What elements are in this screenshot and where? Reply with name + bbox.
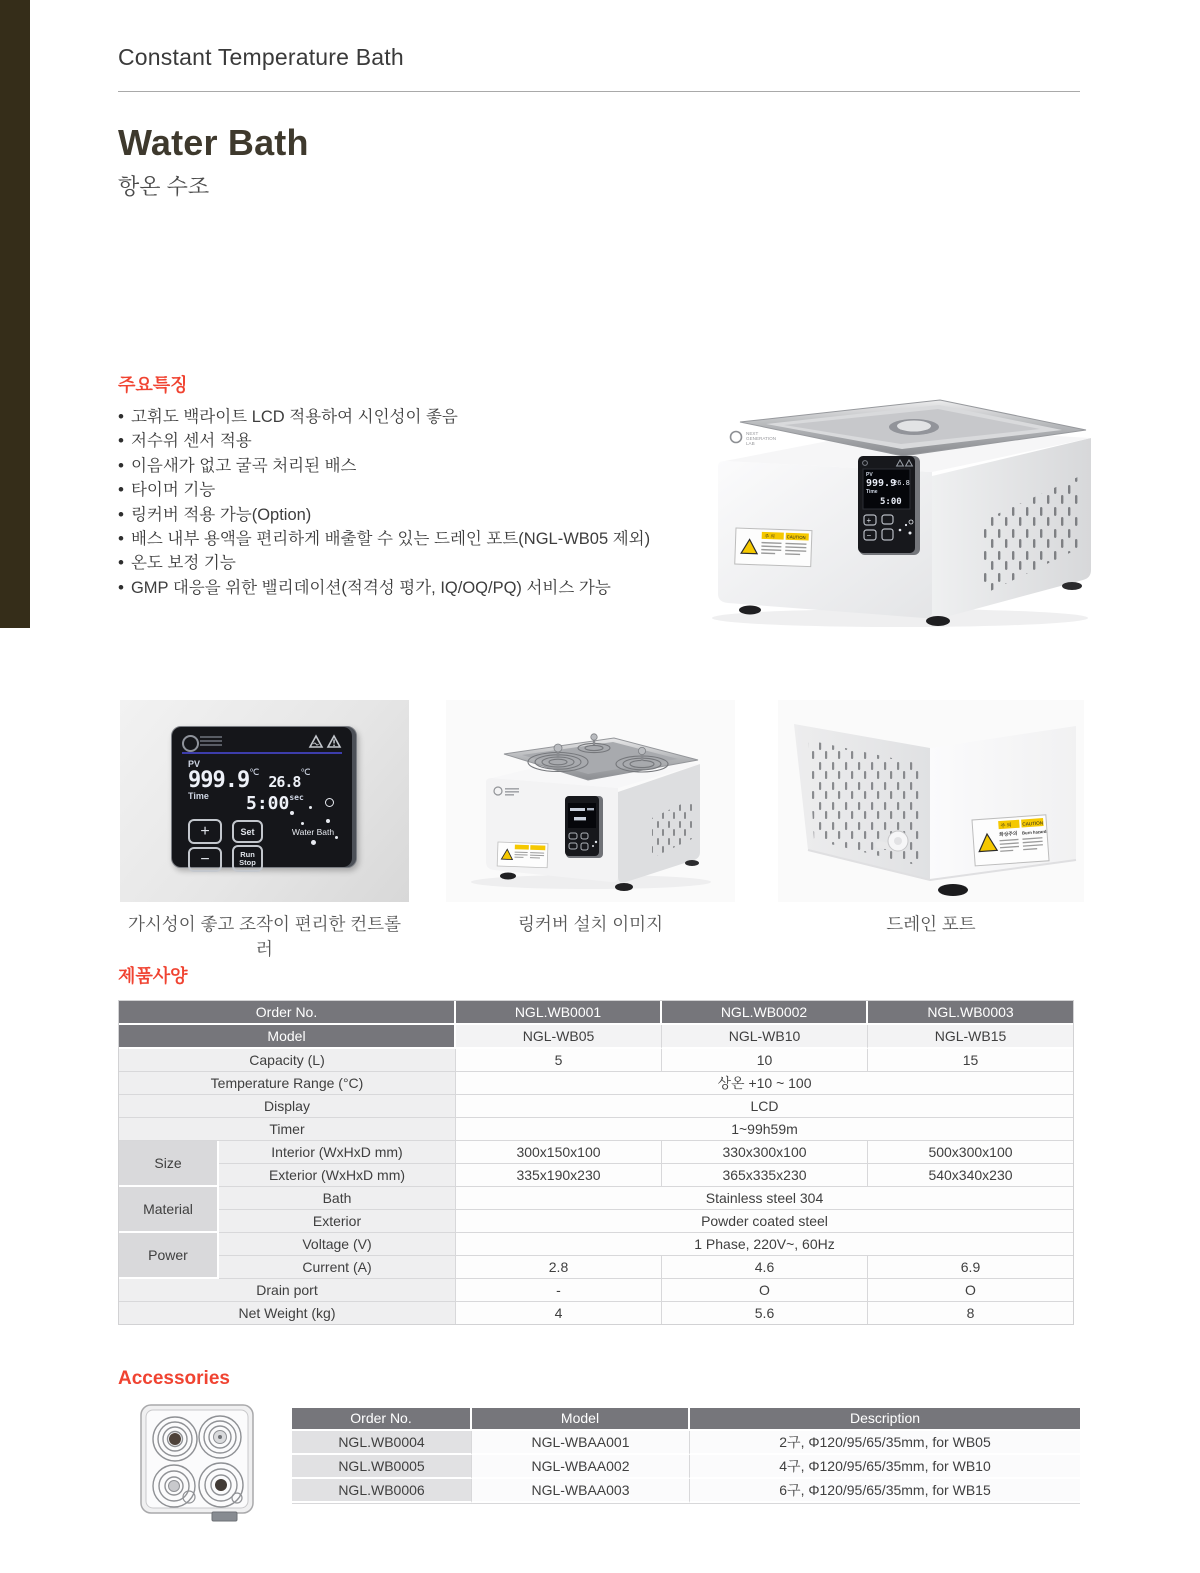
set-button[interactable]: Set: [232, 820, 263, 843]
svg-text:NEXT: NEXT: [746, 431, 759, 436]
accessory-description: 4구, Φ120/95/65/35mm, for WB10: [690, 1455, 1080, 1479]
feature-item: • 이음새가 없고 굴곡 처리된 배스: [118, 454, 678, 478]
svg-text:999.9: 999.9: [866, 478, 897, 489]
spec-value: NGL-WB05: [456, 1025, 662, 1049]
foot: [1062, 582, 1082, 590]
spec-sublabel: Interior (WxHxD mm): [219, 1141, 456, 1164]
accessory-row: [292, 1455, 1080, 1479]
feature-item: • 타이머 기능: [118, 478, 678, 502]
spec-row-power-voltage: [119, 1233, 1073, 1256]
led-dot: [335, 836, 338, 839]
pv-value: 999.9: [188, 768, 250, 793]
svg-text:+: +: [866, 516, 872, 525]
spec-value: 4: [456, 1302, 662, 1324]
accessory-order-no: NGL.WB0006: [292, 1479, 472, 1503]
spec-value: 4.6: [662, 1256, 868, 1279]
left-accent-bar: [0, 0, 30, 628]
svg-text:화상주의: 화상주의: [998, 831, 1018, 839]
spec-label: Capacity (L): [119, 1049, 456, 1072]
spec-value: 10: [662, 1049, 868, 1072]
controller-photo: [120, 700, 409, 902]
spec-value: 540x340x230: [868, 1164, 1073, 1187]
pv-label: PV: [188, 759, 201, 769]
accessories-table: [292, 1408, 1080, 1504]
svg-text:GENERATION: GENERATION: [746, 436, 777, 441]
controller-panel: [171, 726, 357, 868]
features-list: [118, 405, 678, 600]
spec-group: Power: [119, 1233, 219, 1279]
minus-button[interactable]: −: [188, 847, 222, 872]
svg-text:Burn hazard: Burn hazard: [1021, 828, 1047, 836]
lid-handle: [897, 421, 931, 432]
spec-label: Timer: [119, 1118, 456, 1141]
feature-item: • 고휘도 백라이트 LCD 적용하여 시인성이 좋음: [118, 405, 678, 429]
lcd-temperature-row: [188, 768, 311, 793]
led-dot: [311, 840, 316, 845]
spec-sublabel: Exterior (WxHxD mm): [219, 1164, 456, 1187]
accessory-model: NGL-WBAA002: [472, 1455, 690, 1479]
accessory-model: NGL-WBAA003: [472, 1479, 690, 1503]
figure-caption: 링커버 설치 이미지: [518, 914, 663, 934]
spec-value: 5.6: [662, 1302, 868, 1324]
drain-port-illustration: [778, 700, 1084, 902]
svg-text:CAUTION: CAUTION: [786, 534, 806, 540]
column-header: Model: [472, 1408, 690, 1431]
spec-row-material-bath: [119, 1187, 1073, 1210]
time-value-row: [246, 793, 304, 814]
controller-figure: [120, 700, 409, 961]
spec-row-order: [119, 1001, 1073, 1025]
svg-text:5:00: 5:00: [880, 497, 902, 507]
led-dot: [290, 811, 294, 815]
plus-button[interactable]: +: [188, 819, 222, 844]
hero-controller-panel: [858, 456, 920, 555]
spec-label: Model: [119, 1025, 456, 1049]
spec-label: Order No.: [119, 1001, 456, 1025]
spec-value: 335x190x230: [456, 1164, 662, 1187]
spec-sublabel: Bath: [219, 1187, 456, 1210]
spec-sublabel: Current (A): [219, 1256, 456, 1279]
page-title: Water Bath: [118, 122, 309, 163]
ngl-logo-icon: [182, 735, 199, 752]
feature-item: • 링커버 적용 가능(Option): [118, 503, 678, 527]
spec-row-drain: [119, 1279, 1073, 1302]
feature-item: • 온도 보정 기능: [118, 551, 678, 575]
drain-port-figure: [778, 700, 1084, 936]
ring-cover-figure: [446, 700, 735, 936]
feature-item: • 저수위 센서 적용: [118, 429, 678, 453]
sv-unit: ℃: [300, 768, 311, 778]
figure-caption: 드레인 포트: [886, 914, 976, 934]
warning-icons: [308, 734, 342, 754]
ngl-logo: [731, 431, 777, 446]
spec-table: [118, 1000, 1074, 1325]
spec-value: 8: [868, 1302, 1073, 1324]
pv-unit: ℃: [249, 768, 260, 778]
caution-label: [497, 842, 548, 868]
figure-caption: 가시성이 좋고 조작이 편리한 컨트롤러: [127, 914, 402, 959]
spec-row-size-exterior: [119, 1164, 1073, 1187]
water-bath-illustration: [688, 372, 1102, 630]
spec-value: Stainless steel 304: [456, 1187, 1073, 1210]
spec-value: LCD: [456, 1095, 1073, 1118]
ngl-logo-text: [200, 736, 222, 748]
accessory-order-no: NGL.WB0005: [292, 1455, 472, 1479]
spec-value: 330x300x100: [662, 1141, 868, 1164]
spec-row-size-interior: [119, 1141, 1073, 1164]
svg-text:주 의: 주 의: [1000, 822, 1012, 830]
led-dot: [326, 819, 330, 823]
svg-text:Time: Time: [866, 489, 878, 495]
svg-text:−: −: [866, 531, 872, 540]
accessory-order-no: NGL.WB0004: [292, 1431, 472, 1455]
accessory-description: 2구, Φ120/95/65/35mm, for WB05: [690, 1431, 1080, 1455]
accessory-photo: [136, 1402, 258, 1522]
spec-row-timer: [119, 1118, 1073, 1141]
svg-text:주 의: 주 의: [764, 533, 775, 539]
column-header: Order No.: [292, 1408, 472, 1431]
sv-value: 26.8: [268, 773, 301, 791]
spec-value: -: [456, 1279, 662, 1302]
category-title: Constant Temperature Bath: [118, 44, 404, 70]
spec-value: NGL.WB0002: [662, 1001, 868, 1025]
svg-text:26.8: 26.8: [893, 479, 910, 487]
spec-label: Display: [119, 1095, 456, 1118]
panel-header: [182, 734, 342, 754]
time-value: 5:00: [246, 793, 290, 814]
spec-row-model: [119, 1025, 1073, 1049]
run-stop-button[interactable]: Run Stop: [232, 845, 263, 872]
spec-row-weight: [119, 1302, 1073, 1324]
warning-triangle-icons: [308, 734, 342, 749]
page-subtitle-korean: 항온 수조: [118, 174, 210, 199]
spec-value: O: [662, 1279, 868, 1302]
feature-item: • 배스 내부 용액을 편리하게 배출할 수 있는 드레인 포트(NGL-WB05 제외): [118, 527, 678, 551]
hero-product-photo: [688, 372, 1102, 630]
spec-value: NGL-WB10: [662, 1025, 868, 1049]
led-dot: [309, 806, 312, 809]
spec-value: Powder coated steel: [456, 1210, 1073, 1233]
spec-group: Size: [119, 1141, 219, 1187]
ring-cover-photo: [446, 700, 735, 902]
time-unit: sec: [289, 793, 304, 802]
svg-text:PV: PV: [866, 472, 873, 478]
spec-value: 500x300x100: [868, 1141, 1073, 1164]
spec-row-power-current: [119, 1256, 1073, 1279]
specs-heading: 제품사양: [118, 966, 188, 986]
caution-label: [735, 528, 812, 567]
svg-text:CAUTION: CAUTION: [1022, 820, 1044, 827]
spec-label: Net Weight (kg): [119, 1302, 456, 1324]
foot: [739, 606, 761, 615]
features-section: [118, 371, 678, 600]
spec-value: NGL-WB15: [868, 1025, 1073, 1049]
spec-value: 5: [456, 1049, 662, 1072]
water-bath-brand-text: Water Bath: [291, 827, 335, 837]
spec-value: 300x150x100: [456, 1141, 662, 1164]
spec-value: 1~99h59m: [456, 1118, 1073, 1141]
features-heading: 주요특징: [118, 375, 188, 395]
spec-value: 1 Phase, 220V~, 60Hz: [456, 1233, 1073, 1256]
header-divider: [118, 91, 1080, 92]
spec-sublabel: Exterior: [219, 1210, 456, 1233]
column-header: Description: [690, 1408, 1080, 1431]
spec-value: O: [868, 1279, 1073, 1302]
spec-value: 365x335x230: [662, 1164, 868, 1187]
spec-value: 상온 +10 ~ 100: [456, 1072, 1073, 1095]
spec-label: Temperature Range (°C): [119, 1072, 456, 1095]
accessory-model: NGL-WBAA001: [472, 1431, 690, 1455]
led-dot: [301, 822, 304, 825]
accessories-heading: Accessories: [118, 1368, 230, 1389]
spec-row-material-exterior: [119, 1210, 1073, 1233]
ring-cover-set-illustration: [136, 1402, 258, 1522]
accessories-header-row: [292, 1408, 1080, 1431]
spec-value: NGL.WB0001: [456, 1001, 662, 1025]
foot: [926, 616, 950, 626]
spec-group: Material: [119, 1187, 219, 1233]
spec-label: Drain port: [119, 1279, 456, 1302]
spec-row-capacity: [119, 1049, 1073, 1072]
svg-text:LAB: LAB: [746, 441, 755, 446]
spec-value: 6.9: [868, 1256, 1073, 1279]
accessory-description: 6구, Φ120/95/65/35mm, for WB15: [690, 1479, 1080, 1503]
spec-value: NGL.WB0003: [868, 1001, 1073, 1025]
spec-value: 2.8: [456, 1256, 662, 1279]
foot: [938, 884, 968, 896]
drain-port-photo: [778, 700, 1084, 902]
ring-cover-illustration: [446, 700, 735, 902]
spec-row-display: [119, 1095, 1073, 1118]
time-label: Time: [188, 791, 209, 801]
mini-controller: [565, 796, 603, 858]
accessory-row: [292, 1431, 1080, 1455]
spec-sublabel: Voltage (V): [219, 1233, 456, 1256]
feature-item: • GMP 대응을 위한 밸리데이션(적격성 평가, IQ/OQ/PQ) 서비스 가능: [118, 576, 678, 600]
led-ring: [325, 798, 334, 807]
spec-row-temp-range: [119, 1072, 1073, 1095]
accessory-row: [292, 1479, 1080, 1503]
spec-value: 15: [868, 1049, 1073, 1072]
caution-label: [972, 815, 1049, 866]
